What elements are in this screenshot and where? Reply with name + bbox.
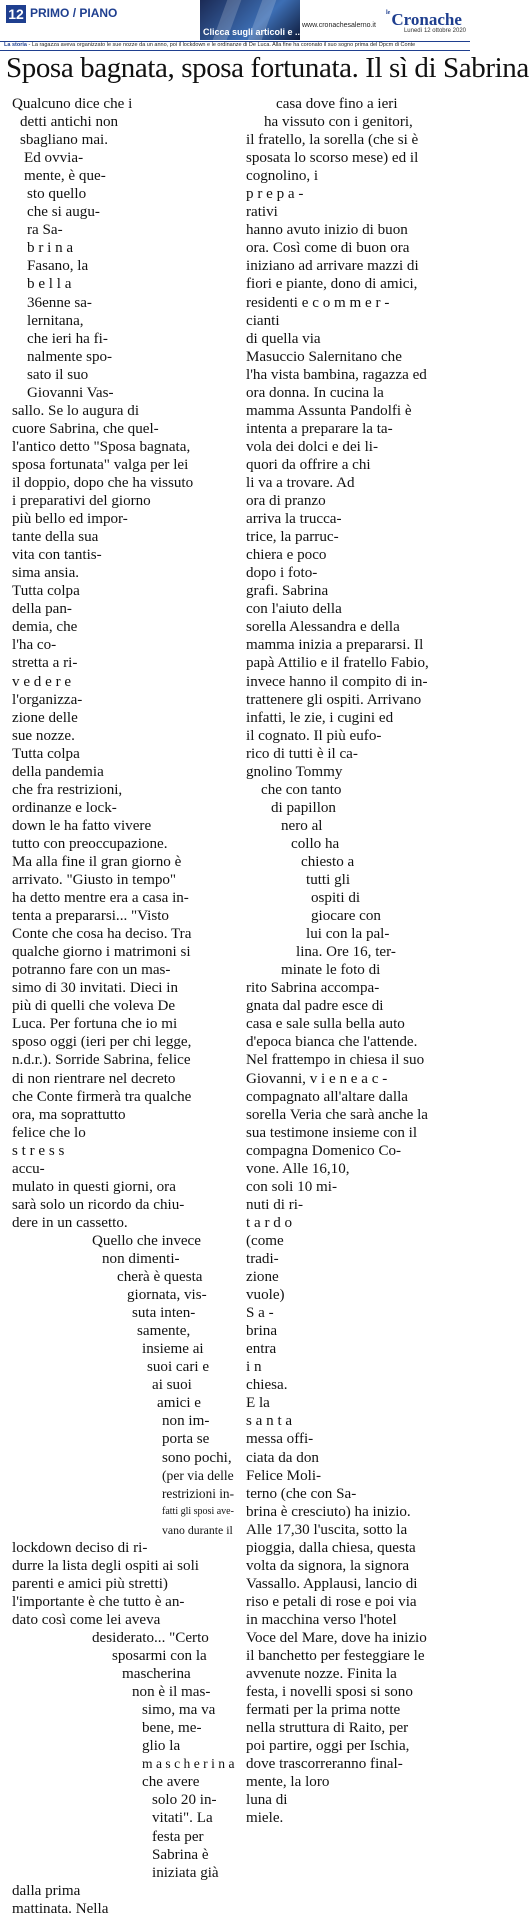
article-line: mulato in questi giorni, ora bbox=[12, 1178, 176, 1195]
issue-date: Lunedì 12 ottobre 2020 bbox=[403, 28, 466, 34]
article-line: ra Sa- bbox=[27, 222, 63, 239]
article-line: fiori e piante, dono di amici, bbox=[246, 276, 418, 293]
article-line: restrizioni in- bbox=[162, 1485, 235, 1501]
article-line: collo ha bbox=[291, 835, 340, 852]
article-line: della pan- bbox=[12, 601, 72, 618]
article-line: sposa fortunata" valga per lei bbox=[12, 456, 189, 473]
section-label[interactable] bbox=[30, 6, 117, 20]
article-line: (come bbox=[246, 1232, 284, 1249]
article-line: ai suoi bbox=[152, 1377, 192, 1394]
article-line: festa, i novelli sposi si sono bbox=[246, 1684, 413, 1701]
page-header bbox=[0, 0, 470, 44]
article-line: nuti di ri- bbox=[246, 1196, 304, 1213]
article-line: dato così come lei aveva bbox=[12, 1611, 161, 1628]
article-line: arrivato. "Giusto in tempo" bbox=[12, 872, 177, 889]
article-line: casa e sale sulla bella auto bbox=[246, 1016, 405, 1033]
article-line: v e d e r e bbox=[12, 673, 72, 690]
article-line: minate le foto di bbox=[281, 962, 381, 979]
article-line: zione delle bbox=[12, 709, 78, 726]
article-line: iniziano ad arrivare mazzi di bbox=[246, 258, 419, 275]
article-line: samente, bbox=[137, 1323, 191, 1340]
promo-banner-text: Clicca sugli articoli e ... bbox=[203, 27, 303, 37]
article-line: detti antichi non bbox=[20, 114, 119, 131]
article-line: sato il suo bbox=[27, 366, 89, 383]
article-line: ora donna. In cucina la bbox=[246, 384, 384, 401]
article-line: vano durante il bbox=[162, 1522, 233, 1537]
article-line: zione bbox=[246, 1269, 279, 1286]
logo-prefix: le bbox=[386, 10, 391, 16]
article-line: che avere bbox=[142, 1774, 200, 1791]
article-line: accu- bbox=[12, 1160, 45, 1177]
article-line: Conte che cosa ha deciso. Tra bbox=[12, 926, 192, 943]
article-line: Tutta colpa bbox=[12, 745, 80, 762]
article-line: giornata, vis- bbox=[127, 1287, 207, 1304]
article-line: durre la lista degli ospiti ai soli bbox=[12, 1557, 199, 1574]
article-column-right bbox=[246, 95, 468, 1828]
article-line: compagnato all'altare dalla bbox=[246, 1088, 408, 1105]
article-line: bene, me- bbox=[142, 1720, 202, 1737]
article-line: Ma alla fine il gran giorno è bbox=[12, 853, 182, 870]
article-line: sono pochi, bbox=[162, 1449, 232, 1466]
article-line: desiderato... "Certo bbox=[92, 1629, 209, 1646]
article-line: cuore Sabrina, che quel- bbox=[12, 420, 159, 437]
section-separator: / bbox=[72, 6, 77, 20]
article-line: Alle 17,30 l'uscita, sotto la bbox=[246, 1521, 408, 1538]
article-line: Masuccio Salernitano che bbox=[246, 348, 402, 365]
article-line: chiesa. bbox=[246, 1377, 288, 1394]
article-line: m a s c h e r i n a bbox=[142, 1756, 235, 1772]
article-line: suta inten- bbox=[132, 1305, 196, 1322]
article-line: il cognato. Il più eufo- bbox=[246, 727, 382, 744]
article-line: chiera e poco bbox=[246, 547, 327, 564]
article-line: festa per bbox=[152, 1828, 204, 1845]
article-line: che con tanto bbox=[261, 781, 342, 798]
article-line: lina. Ore 16, ter- bbox=[296, 944, 396, 961]
page-number: 12 bbox=[6, 5, 26, 23]
article-line: n.d.r.). Sorride Sabrina, felice bbox=[12, 1052, 191, 1069]
article-line: l'ha vista bambina, ragazza ed bbox=[246, 366, 427, 383]
article-line: b r i n a bbox=[27, 240, 74, 257]
article-line: Quello che invece bbox=[92, 1232, 201, 1249]
article-line: (per via delle bbox=[162, 1467, 234, 1483]
article-line: vita con tantis- bbox=[12, 547, 102, 564]
article-line: Felice Moli- bbox=[246, 1467, 322, 1484]
article-line: amici e bbox=[157, 1395, 201, 1412]
article-line: li va a trovare. Ad bbox=[246, 474, 355, 491]
article-column-left bbox=[12, 95, 234, 1918]
article-line: fermati per la prima notte bbox=[246, 1702, 401, 1719]
article-line: d'epoca bianca che l'attende. bbox=[246, 1034, 418, 1051]
article-line: sorella Veria che sarà anche la bbox=[246, 1106, 429, 1123]
article-line: Ed ovvia- bbox=[24, 150, 84, 167]
article-line: più di quelli che voleva De bbox=[12, 998, 176, 1015]
article-line: insieme ai bbox=[142, 1341, 204, 1358]
article-line: ordinanze e lock- bbox=[12, 799, 117, 816]
article-line: stretta a ri- bbox=[12, 655, 78, 672]
article-line: sorella Alessandra e della bbox=[246, 619, 400, 636]
article-line: gnata dal padre esce di bbox=[246, 998, 384, 1015]
newspaper-logo[interactable] bbox=[386, 10, 462, 30]
article-line: demia, che bbox=[12, 619, 78, 636]
article-line: gnolino Tommy bbox=[246, 763, 343, 780]
article-line: che Conte firmerà tra qualche bbox=[12, 1088, 192, 1105]
article-line: solo 20 in- bbox=[152, 1792, 217, 1809]
article-line: Voce del Mare, dove ha inizio bbox=[246, 1629, 427, 1646]
article-line: riso e petali di rose e poi via bbox=[246, 1593, 417, 1610]
article-line: tutti gli bbox=[306, 872, 351, 889]
summary-label: La storia bbox=[4, 42, 27, 48]
article-line: S a - bbox=[246, 1305, 274, 1322]
article-line: sposarmi con la bbox=[112, 1648, 207, 1665]
article-line: sua testimone insieme con il bbox=[246, 1124, 418, 1141]
article-line: vuole) bbox=[246, 1287, 285, 1304]
article-line: arriva la trucca- bbox=[246, 511, 342, 528]
article-line: trice, la parruc- bbox=[246, 529, 339, 546]
article-line: nella struttura di Raito, per bbox=[246, 1720, 409, 1737]
article-line: terno (che con Sa- bbox=[246, 1485, 357, 1502]
section-name: PRIMO bbox=[30, 6, 70, 20]
article-line: ospiti di bbox=[311, 890, 361, 907]
article-line: con soli 10 mi- bbox=[246, 1178, 337, 1195]
website-url[interactable]: www.cronachesalerno.it bbox=[302, 22, 376, 29]
article-line: infatti, le zie, i cugini ed bbox=[246, 709, 394, 726]
article-line: sima ansia. bbox=[12, 565, 80, 582]
article-line: ciata da don bbox=[246, 1449, 319, 1466]
article-line: mascherina bbox=[122, 1666, 191, 1683]
article-line: il fratello, la sorella (che si è bbox=[246, 132, 419, 149]
article-line: non dimenti- bbox=[102, 1251, 180, 1267]
article-line: trattenere gli ospiti. Arrivano bbox=[246, 691, 422, 708]
article-line: b e l l a bbox=[27, 276, 72, 293]
article-line: l'organizza- bbox=[12, 691, 83, 708]
article-line: invece hanno il compito di in- bbox=[246, 673, 428, 690]
article-line: sto quello bbox=[27, 186, 87, 203]
article-line: tradi- bbox=[246, 1251, 279, 1267]
article-line: down le ha fatto vivere bbox=[12, 817, 152, 834]
subsection-name: PIANO bbox=[79, 6, 118, 20]
article-line: giocare con bbox=[311, 908, 381, 925]
article-line: vitati". La bbox=[152, 1810, 213, 1827]
article-line: papà Attilio e il fratello Fabio, bbox=[246, 655, 429, 672]
article-headline: Sposa bagnata, sposa fortunata. Il sì di Sabrina bbox=[6, 52, 529, 84]
article-line: vone. Alle 16,10, bbox=[246, 1160, 350, 1177]
article-line: poi partire, oggi per Ischia, bbox=[246, 1738, 410, 1755]
article-line: lernitana, bbox=[27, 312, 84, 329]
article-line: Sabrina è bbox=[152, 1846, 209, 1863]
article-line: vola dei dolci e dei li- bbox=[246, 438, 379, 455]
article-line: l'antico detto "Sposa bagnata, bbox=[12, 438, 191, 455]
article-line: che ieri ha fi- bbox=[27, 330, 108, 347]
article-line: di non rientrare nel decreto bbox=[12, 1070, 176, 1087]
article-line: lui con la pal- bbox=[306, 926, 390, 943]
article-line: il doppio, dopo che ha vissuto bbox=[12, 474, 194, 491]
article-line: glio la bbox=[142, 1738, 181, 1755]
article-line: Giovanni Vas- bbox=[27, 384, 114, 401]
article-line: i n bbox=[246, 1359, 262, 1376]
article-line: ora. Così come di buon ora bbox=[246, 240, 410, 257]
article-line: di quella via bbox=[246, 330, 321, 347]
article-line: con l'aiuto della bbox=[246, 601, 342, 618]
article-line: sbagliano mai. bbox=[20, 132, 109, 149]
article-line: t a r d o bbox=[246, 1214, 293, 1231]
article-line: mente, è que- bbox=[24, 168, 106, 185]
article-line: s a n t a bbox=[246, 1413, 293, 1430]
article-line: hanno avuto inizio di buon bbox=[246, 222, 408, 239]
article-line: volta da signora, la signora bbox=[246, 1557, 410, 1574]
article-line: sposata lo scorso mese) ed il bbox=[246, 150, 419, 167]
article-line: il banchetto per festeggiare le bbox=[246, 1648, 425, 1665]
article-summary bbox=[4, 42, 466, 48]
article-line: i preparativi del giorno bbox=[12, 493, 151, 510]
article-line: fatti gli sposi ave- bbox=[162, 1505, 234, 1517]
article-line: mattinata. Nella bbox=[12, 1900, 109, 1917]
article-line: ha detto mentre era a casa in- bbox=[12, 890, 189, 907]
article-line: Fasano, la bbox=[27, 258, 89, 275]
article-line: tenta a prepararsi... "Visto bbox=[12, 908, 169, 925]
article-line: intenta a preparare la ta- bbox=[246, 420, 393, 437]
summary-divider bbox=[0, 50, 470, 51]
article-line: sposo oggi (ieri per chi legge, bbox=[12, 1034, 192, 1051]
article-line: che fra restrizioni, bbox=[12, 781, 123, 798]
article-line: cherà è questa bbox=[117, 1269, 203, 1286]
article-line: rito Sabrina accompa- bbox=[246, 980, 380, 997]
article-line: qualche giorno i matrimoni si bbox=[12, 944, 191, 961]
article-line: entra bbox=[246, 1341, 277, 1358]
article-line: dove trascorreranno final- bbox=[246, 1756, 403, 1773]
article-line: mamma inizia a prepararsi. Il bbox=[246, 637, 424, 654]
article-line: Qualcuno dice che i bbox=[12, 96, 133, 112]
article-line: potranno fare con un mas- bbox=[12, 962, 171, 979]
article-line: grafi. Sabrina bbox=[246, 583, 329, 600]
article-line: parenti e amici più stretti) bbox=[12, 1575, 168, 1592]
article-line: cianti bbox=[246, 312, 280, 329]
article-line: sarà solo un ricordo da chiu- bbox=[12, 1196, 185, 1213]
article-line: che si augu- bbox=[27, 204, 100, 221]
article-line: non im- bbox=[162, 1413, 210, 1430]
summary-text: - La ragazza aveva organizzato le sue nozze da un anno, poi il lockdown e le ordinanze di De Luca. Alla fine ha coronato il suo sogno prima del Dpcm di Conte bbox=[26, 42, 416, 48]
article-line: cognolino, i bbox=[246, 168, 319, 185]
article-line: residenti e c o m m e r - bbox=[246, 294, 390, 311]
article-line: dopo i foto- bbox=[246, 565, 318, 582]
article-line: brina bbox=[246, 1323, 278, 1340]
article-line: ora, ma soprattutto bbox=[12, 1106, 126, 1123]
article-line: Giovanni, v i e n e a c - bbox=[246, 1070, 388, 1087]
article-line: quori da offrire a chi bbox=[246, 456, 371, 473]
article-line: rico di tutti è il ca- bbox=[246, 745, 358, 762]
article-line: rativi bbox=[246, 204, 278, 221]
article-line: mamma Assunta Pandolfi è bbox=[246, 402, 412, 419]
article-line: della pandemia bbox=[12, 763, 104, 780]
promo-banner[interactable] bbox=[200, 0, 303, 40]
article-line: mente, la loro bbox=[246, 1774, 330, 1791]
article-line: simo di 30 invitati. Dieci in bbox=[12, 980, 179, 997]
article-line: felice che lo bbox=[12, 1124, 86, 1141]
article-line: messa offi- bbox=[246, 1431, 314, 1448]
article-line: 36enne sa- bbox=[27, 294, 92, 311]
article-line: porta se bbox=[162, 1431, 210, 1448]
article-line: tutto con preoccupazione. bbox=[12, 835, 168, 852]
article-line: brina è cresciuto) ha inizio. bbox=[246, 1503, 411, 1520]
article-line: Tutta colpa bbox=[12, 583, 80, 600]
article-line: nalmente spo- bbox=[27, 348, 113, 365]
article-line: Luca. Per fortuna che io mi bbox=[12, 1016, 178, 1033]
article-line: avvenute nozze. Finita la bbox=[246, 1666, 397, 1683]
article-line: lockdown deciso di ri- bbox=[12, 1539, 148, 1556]
article-line: Nel frattempo in chiesa il suo bbox=[246, 1052, 425, 1069]
article-line: più bello ed impor- bbox=[12, 511, 128, 528]
article-line: dere in un cassetto. bbox=[12, 1214, 128, 1231]
article-line: suoi cari e bbox=[147, 1359, 210, 1376]
article-line: casa dove fino a ieri bbox=[276, 96, 398, 112]
article-line: simo, ma va bbox=[142, 1702, 216, 1719]
article-line: non è il mas- bbox=[132, 1684, 211, 1701]
article-line: chiesto a bbox=[301, 853, 355, 870]
article-line: E la bbox=[246, 1395, 270, 1412]
article-line: miele. bbox=[246, 1810, 284, 1827]
logo-text: Cronache bbox=[391, 10, 462, 29]
article-line: luna di bbox=[246, 1792, 288, 1809]
article-line: tante della sua bbox=[12, 529, 99, 546]
article-line: pioggia, dalla chiesa, questa bbox=[246, 1539, 416, 1556]
article-line: dalla prima bbox=[12, 1882, 81, 1899]
article-line: Vassallo. Applausi, lancio di bbox=[246, 1575, 418, 1592]
article-line: ora di pranzo bbox=[246, 493, 326, 510]
article-line: ha vissuto con i genitori, bbox=[264, 114, 413, 131]
article-line: in macchina verso l'hotel bbox=[246, 1611, 397, 1628]
article-line: compagna Domenico Co- bbox=[246, 1142, 402, 1159]
article-line: sallo. Se lo augura di bbox=[12, 402, 140, 419]
article-line: nero al bbox=[281, 817, 323, 834]
article-line: sue nozze. bbox=[12, 727, 75, 744]
article-line: s t r e s s bbox=[12, 1142, 65, 1159]
article-line: p r e p a - bbox=[246, 186, 304, 203]
article-line: l'importante è che tutto è an- bbox=[12, 1593, 185, 1610]
article-line: l'ha co- bbox=[12, 637, 57, 654]
article-line: iniziata già bbox=[152, 1864, 219, 1881]
article-line: di papillon bbox=[271, 799, 336, 816]
